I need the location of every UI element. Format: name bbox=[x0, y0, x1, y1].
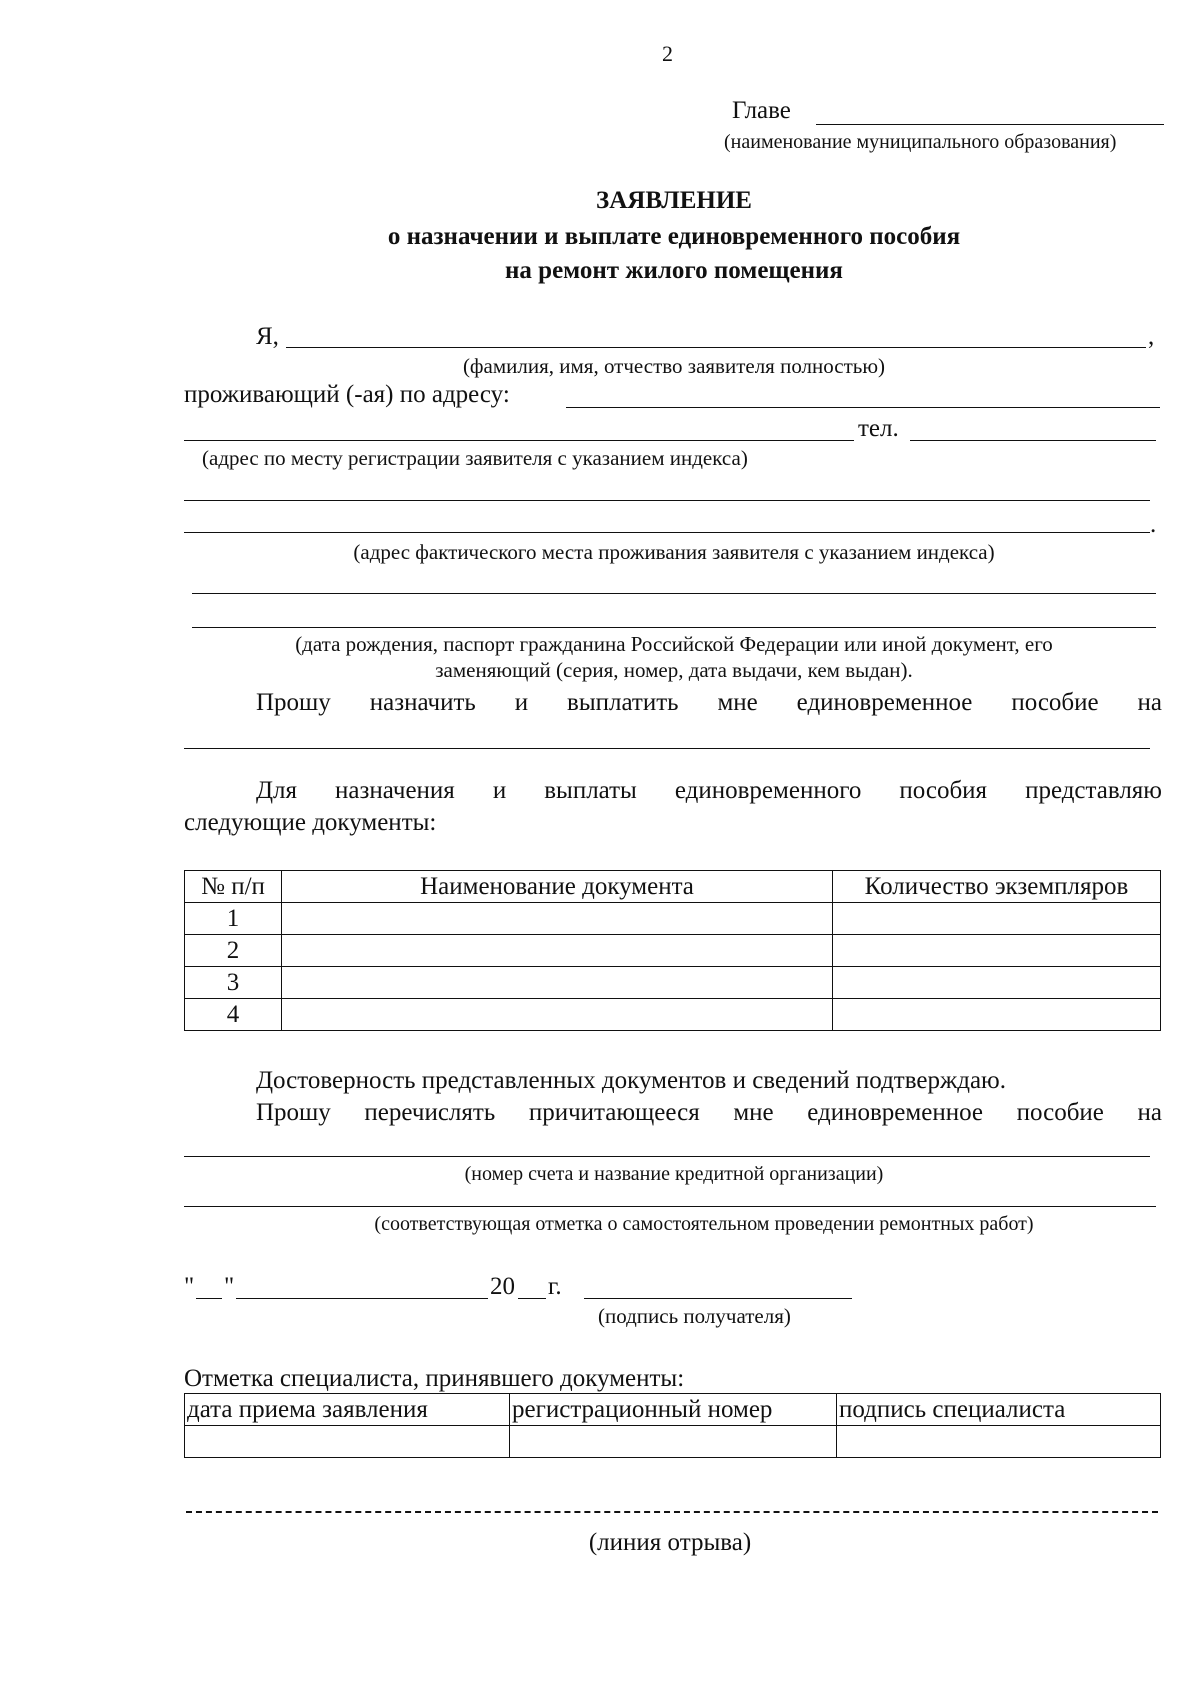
bank-account-caption: (номер счета и название кредитной организации) bbox=[464, 1163, 884, 1185]
tear-line bbox=[186, 1511, 1158, 1513]
document-subtitle-line-1: о назначении и выплате единовременного пособия bbox=[387, 223, 961, 250]
confirmation-text: Достоверность представленных документов и сведений подтверждаю. bbox=[256, 1067, 1006, 1094]
date-year-prefix: 20 bbox=[490, 1273, 515, 1300]
document-title: ЗАЯВЛЕНИЕ bbox=[596, 187, 752, 214]
municipality-caption: (наименование муниципального образования) bbox=[724, 131, 1117, 153]
actual-address-field-2[interactable] bbox=[184, 532, 1150, 533]
address-period: . bbox=[1150, 511, 1157, 538]
header-number: № п/п bbox=[185, 871, 282, 903]
row-number: 4 bbox=[185, 999, 282, 1031]
copies-count-cell[interactable] bbox=[833, 903, 1161, 935]
table-row bbox=[185, 999, 1161, 1031]
document-name-cell[interactable] bbox=[282, 999, 833, 1031]
document-name-cell[interactable] bbox=[282, 903, 833, 935]
document-subtitle-line-2: на ремонт жилого помещения bbox=[505, 257, 843, 284]
document-name-cell[interactable] bbox=[282, 935, 833, 967]
page-number: 2 bbox=[662, 41, 673, 66]
table-row bbox=[185, 935, 1161, 967]
specialist-table bbox=[184, 1393, 1161, 1458]
passport-field-1[interactable] bbox=[192, 593, 1156, 594]
table-row bbox=[185, 967, 1161, 999]
phone-label: тел. bbox=[858, 415, 899, 442]
header-receipt-date: дата приема заявления bbox=[185, 1394, 510, 1426]
date-year-suffix: г. bbox=[548, 1273, 562, 1300]
specialist-mark-label: Отметка специалиста, принявшего документы: bbox=[184, 1365, 685, 1392]
specialist-signature-cell[interactable] bbox=[837, 1426, 1161, 1458]
actual-address-field-1[interactable] bbox=[184, 500, 1150, 501]
recipient-signature-field[interactable] bbox=[584, 1298, 852, 1299]
registration-number-cell[interactable] bbox=[510, 1426, 837, 1458]
bank-account-field[interactable] bbox=[184, 1156, 1150, 1157]
table-row bbox=[185, 1426, 1161, 1458]
registration-address-field-1[interactable] bbox=[566, 407, 1160, 408]
date-year-field[interactable] bbox=[518, 1298, 546, 1299]
copies-count-cell[interactable] bbox=[833, 967, 1161, 999]
documents-table bbox=[184, 870, 1161, 1031]
passport-field-2[interactable] bbox=[192, 627, 1156, 628]
municipality-field[interactable] bbox=[816, 124, 1164, 125]
registration-address-caption: (адрес по месту регистрации заявителя с указанием индекса) bbox=[202, 446, 748, 470]
full-name-caption: (фамилия, имя, отчество заявителя полностью) bbox=[462, 354, 886, 378]
full-name-field[interactable] bbox=[286, 347, 1146, 348]
actual-address-caption: (адрес фактического места проживания заявителя с указанием индекса) bbox=[353, 540, 995, 564]
row-number: 1 bbox=[185, 903, 282, 935]
request-purpose-field[interactable] bbox=[184, 748, 1150, 749]
request-text: Прошу назначить и выплатить мне единовременное пособие на bbox=[256, 689, 1162, 716]
date-quote-open: " bbox=[184, 1273, 195, 1300]
table-row bbox=[185, 903, 1161, 935]
date-day-field[interactable] bbox=[196, 1298, 222, 1299]
ya-label: Я, bbox=[256, 323, 279, 350]
date-quote-close: " bbox=[224, 1273, 235, 1300]
recipient-signature-caption: (подпись получателя) bbox=[598, 1304, 791, 1328]
registration-address-field-2[interactable] bbox=[184, 440, 854, 441]
phone-field[interactable] bbox=[910, 440, 1156, 441]
passport-caption-line-2: заменяющий (серия, номер, дата выдачи, кем выдан). bbox=[435, 658, 913, 682]
copies-count-cell[interactable] bbox=[833, 935, 1161, 967]
name-comma: , bbox=[1148, 323, 1155, 350]
receipt-date-cell[interactable] bbox=[185, 1426, 510, 1458]
header-document-name: Наименование документа bbox=[282, 871, 833, 903]
transfer-text: Прошу перечислять причитающееся мне единовременное пособие на bbox=[256, 1099, 1162, 1126]
documents-intro-line-1: Для назначения и выплаты единовременного пособия представляю bbox=[256, 777, 1162, 804]
date-month-field[interactable] bbox=[236, 1298, 488, 1299]
header-specialist-signature: подпись специалиста bbox=[837, 1394, 1161, 1426]
repair-mark-field[interactable] bbox=[184, 1206, 1156, 1207]
row-number: 2 bbox=[185, 935, 282, 967]
copies-count-cell[interactable] bbox=[833, 999, 1161, 1031]
repair-mark-caption: (соответствующая отметка о самостоятельном проведении ремонтных работ) bbox=[374, 1213, 1034, 1235]
row-number: 3 bbox=[185, 967, 282, 999]
document-name-cell[interactable] bbox=[282, 967, 833, 999]
header-copies-count: Количество экземпляров bbox=[833, 871, 1161, 903]
tear-line-caption: (линия отрыва) bbox=[588, 1529, 752, 1556]
documents-table-header bbox=[185, 871, 1161, 903]
documents-intro-line-2: следующие документы: bbox=[184, 809, 437, 836]
specialist-table-header bbox=[185, 1394, 1161, 1426]
residing-label: проживающий (-ая) по адресу: bbox=[184, 381, 510, 408]
addressee-label: Главе bbox=[732, 97, 791, 124]
header-registration-number: регистрационный номер bbox=[510, 1394, 837, 1426]
passport-caption-line-1: (дата рождения, паспорт гражданина Российской Федерации или иной документ, его bbox=[295, 632, 1053, 656]
